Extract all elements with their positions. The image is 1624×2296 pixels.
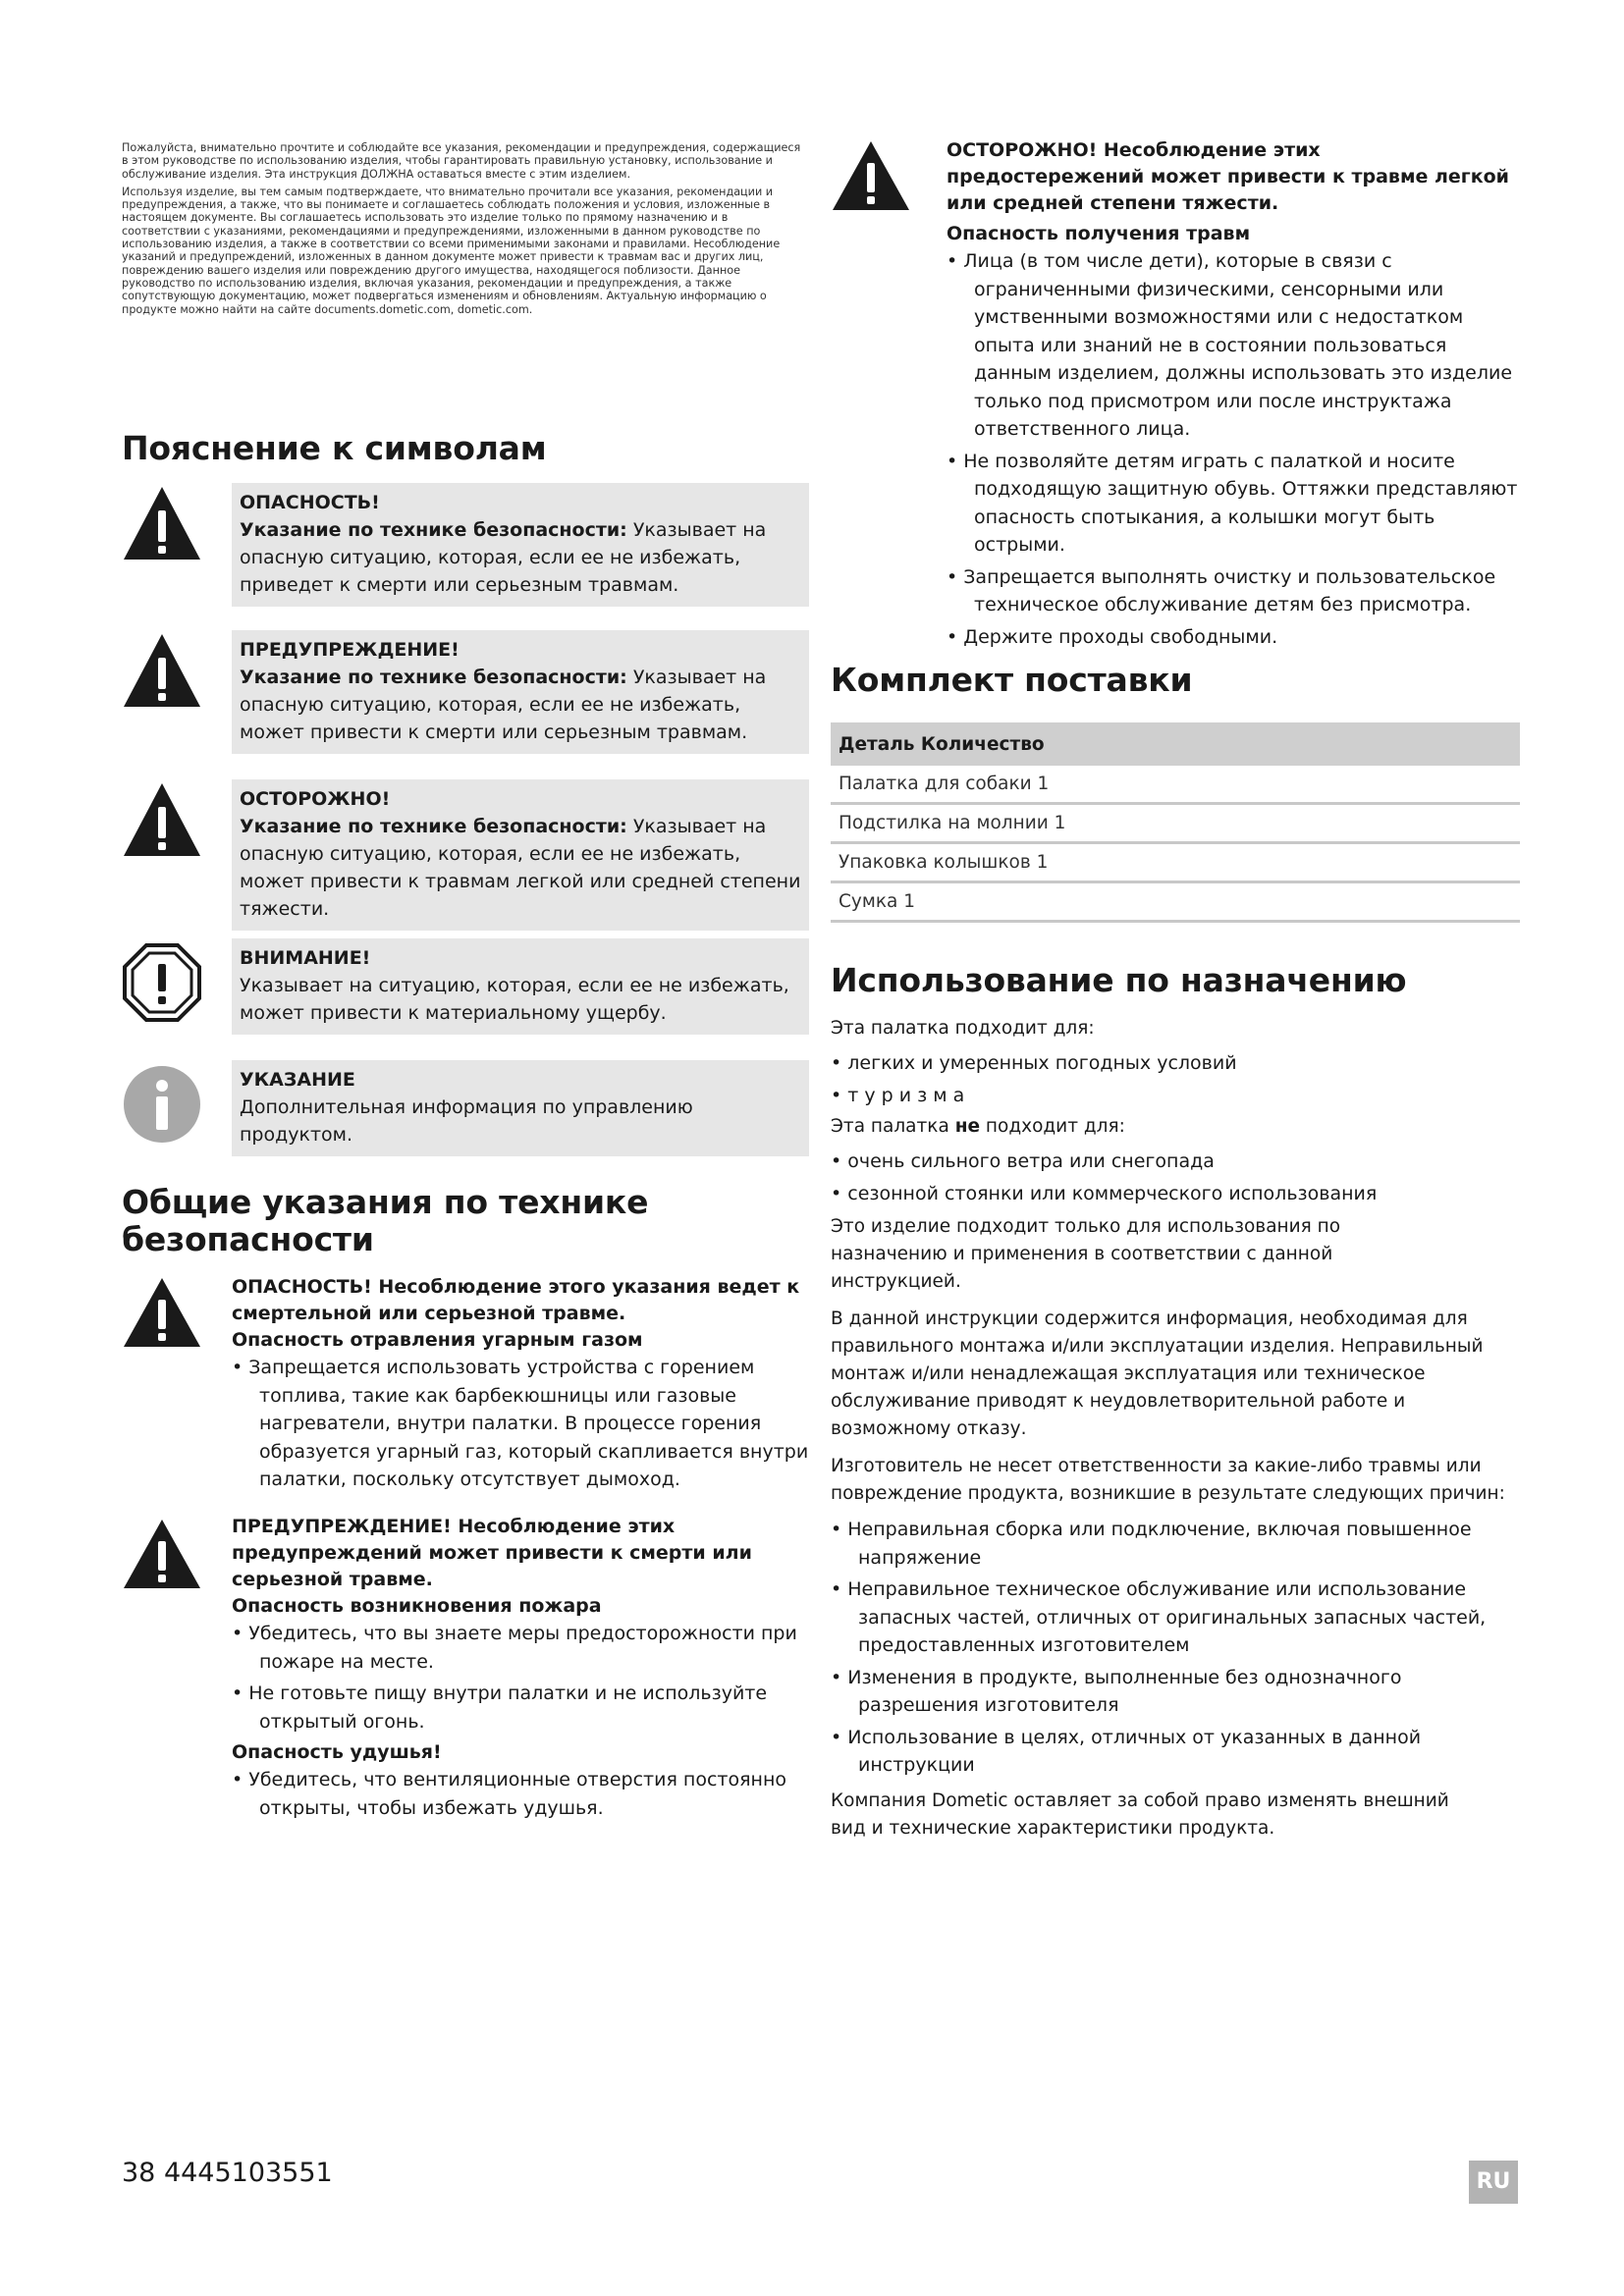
usage-paragraph: В данной инструкции содержится информация, необходимая для правильного монтажа и/или эксплуатации изделия. Неправильный монтаж и/или ненадлежащая эксплуатация или техническое обслуживание приводят к неудовлетворительной работе и возможному отказу.	[831, 1308, 1484, 1439]
bullet-item: • очень сильного ветра или снегопада	[831, 1150, 1215, 1172]
danger-bullets	[232, 1354, 809, 1494]
bullet-item: • Неправильная сборка или подключение, включая повышенное напряжение	[831, 1519, 1472, 1569]
symbol-description	[232, 630, 809, 754]
table-cell: Упаковка колышков 1	[831, 843, 1520, 882]
caution-subheading: Опасность получения травм	[947, 223, 1251, 244]
table-cell: Палатка для собаки 1	[831, 766, 1520, 804]
bullet-item: • Не позволяйте детям играть с палаткой и носите подходящую защитную обувь. Оттяжки представляют опасность спотыкания, а колышки могут быть острыми.	[947, 450, 1518, 556]
warning-triangle-icon	[122, 1276, 202, 1349]
warning-block	[122, 1514, 809, 1826]
bullet-item: • Убедитесь, что вентиляционные отверстия постоянно открыты, чтобы избежать удушья.	[232, 1769, 786, 1819]
usage-suitable: Эта палатка подходит для:	[831, 1018, 1095, 1039]
bullet-item: • Запрещается использовать устройства с горением топлива, такие как барбекюшницы или газовые нагреватели, внутри палатки. В процессе горения образуется угарный газ, который скапливается внутри палатки, поскольку отсутствует дымоход.	[232, 1357, 809, 1490]
table-cell: Подстилка на молнии 1	[831, 804, 1520, 843]
usage-heading: Использование по назначению	[831, 961, 1407, 999]
bullet-item: • сезонной стоянки или коммерческого использования	[831, 1182, 1378, 1204]
general-safety-heading: Общие указания по технике безопасности	[122, 1183, 649, 1258]
symbols-heading: Пояснение к символам	[122, 429, 547, 467]
bullet-item: • Не готовьте пищу внутри палатки и не используйте открытый огонь.	[232, 1682, 768, 1733]
info-icon	[122, 1064, 202, 1145]
symbol-text: Указывает на ситуацию, которая, если ее не избежать, может привести к материальному ущербу.	[240, 975, 789, 1024]
bullet-item: • Держите проходы свободными.	[947, 625, 1278, 648]
bullet-item: • легких и умеренных погодных условий	[831, 1052, 1237, 1074]
bullet-item: • Неправильное техническое обслуживание или использование запасных частей, отличных от оригинальных запасных частей, предоставленных изготовителем	[831, 1578, 1487, 1656]
danger-heading: ОПАСНОСТЬ! Несоблюдение этого указания ведет к смертельной или серьезной травме.	[232, 1276, 800, 1324]
not-suitable-list	[831, 1148, 1520, 1207]
symbol-description	[232, 938, 809, 1035]
kit-table-header: Деталь Количество	[831, 722, 1520, 766]
usage-paragraph: Это изделие подходит только для использования по назначению и применения в соответствии с данной инструкцией.	[831, 1216, 1341, 1292]
fire-bullets	[232, 1620, 809, 1735]
language-badge: RU	[1469, 2161, 1518, 2204]
warning-triangle-icon	[122, 483, 202, 563]
table-row	[831, 882, 1520, 922]
symbol-text: Указание по технике безопасности: Указывает на опасную ситуацию, которая, если ее не избежать, приведет к смерти или серьезным травмам.	[240, 519, 767, 596]
caution-bullets	[947, 247, 1520, 651]
bullet-item: • т у р и з м а	[831, 1084, 965, 1106]
kit-table-wrap	[831, 722, 1520, 923]
intro-paragraph: Используя изделие, вы тем самым подтверждаете, что внимательно прочитали все указания, рекомендации и предупреждения, а также, что вы понимаете и соглашаетесь соблюдать положения и условия, изложенные в настоящем документе. Вы соглашаетесь использовать это изделие только по прямому назначению и в соответствии с указаниями, рекомендациями и предупреждениями, изложенными в данном руководстве по использованию изделия, а также в соответствии со всеми применимыми законами и правилами. Несоблюдение указаний и предупреждений, изложенных в данном документе может привести к травмам вас и других лиц, повреждению вашего изделия или повреждению другого имущества, находящегося поблизости. Данное руководство по использованию изделия, включая указания, рекомендации и предупреждения, а также сопутствующую документацию, может подвергаться изменениям и обновлениям. Актуальную информацию о продукте можно найти на сайте documents.dometic.com, dometic.com.	[122, 185, 781, 316]
usage-body	[831, 1015, 1520, 1842]
notice-octagon-icon	[122, 942, 202, 1023]
warning-triangle-icon	[122, 630, 202, 711]
table-row	[831, 766, 1520, 804]
symbol-description	[232, 483, 809, 607]
warning-triangle-icon	[831, 139, 911, 212]
table-row	[831, 804, 1520, 843]
table-row	[831, 843, 1520, 882]
bullet-item: • Лица (в том числе дети), которые в связи с ограниченными физическими, сенсорными или умственными возможностями или с недостатком опыта или знаний не в состоянии пользоваться данным изделием, должны использовать это изделие только под присмотром или после инструктажа ответственного лица.	[947, 250, 1513, 440]
danger-subheading: Опасность отравления угарным газом	[232, 1329, 643, 1351]
table-cell: Сумка 1	[831, 882, 1520, 922]
symbol-description	[232, 1060, 809, 1156]
caution-block	[831, 137, 1520, 655]
bullet-item: • Изменения в продукте, выполненные без однозначного разрешения изготовителя	[831, 1666, 1402, 1716]
kit-table	[831, 722, 1520, 923]
warning-subheading-fire: Опасность возникновения пожара	[232, 1595, 602, 1617]
kit-heading: Комплект поставки	[831, 661, 1193, 699]
symbol-title: ПРЕДУПРЕЖДЕНИЕ!	[240, 639, 460, 661]
suitable-list	[831, 1049, 1520, 1109]
bullet-item: • Запрещается выполнять очистку и пользовательское техническое обслуживание детям без присмотра.	[947, 565, 1496, 615]
usage-paragraph: Изготовитель не несет ответственности за какие-либо травмы или повреждение продукта, возникшие в результате следующих причин:	[831, 1456, 1505, 1504]
warning-triangle-icon	[122, 779, 202, 860]
symbol-text: Указание по технике безопасности: Указывает на опасную ситуацию, которая, если ее не избежать, может привести к смерти или серьезным травмам.	[240, 667, 767, 743]
warning-heading: ПРЕДУПРЕЖДЕНИЕ! Несоблюдение этих предупреждений может привести к смерти или серьезной травме.	[232, 1516, 752, 1590]
intro-text	[122, 141, 809, 321]
symbol-text: Указание по технике безопасности: Указывает на опасную ситуацию, которая, если ее не избежать, может привести к травмам легкой или средней степени тяжести.	[240, 816, 801, 920]
usage-paragraph: Компания Dometic оставляет за собой право изменять внешний вид и технические характеристики продукта.	[831, 1789, 1449, 1839]
warning-subheading-suffocation: Опасность удушья!	[232, 1741, 442, 1763]
causes-list	[831, 1516, 1520, 1780]
usage-not-suitable: Эта палатка не подходит для:	[831, 1116, 1125, 1137]
caution-heading: ОСТОРОЖНО! Несоблюдение этих предостережений может привести к травме легкой или средней степени тяжести.	[947, 139, 1509, 214]
symbol-description	[232, 779, 809, 931]
warning-triangle-icon	[122, 1518, 202, 1590]
symbol-title: ОСТОРОЖНО!	[240, 788, 391, 810]
symbol-title: ОПАСНОСТЬ!	[240, 492, 380, 513]
bullet-item: • Использование в целях, отличных от указанных в данной инструкции	[831, 1726, 1422, 1776]
bullet-item: • Убедитесь, что вы знаете меры предосторожности при пожаре на месте.	[232, 1623, 797, 1673]
page-number: 38 4445103551	[122, 2158, 333, 2188]
suffocation-bullets	[232, 1766, 809, 1822]
intro-paragraph: Пожалуйста, внимательно прочтите и соблюдайте все указания, рекомендации и предупреждения, содержащиеся в этом руководстве по использованию изделия, чтобы гарантировать правильную установку, использование и обслуживание изделия. Эта инструкция ДОЛЖНА оставаться вместе с этим изделием.	[122, 141, 801, 181]
symbol-text: Дополнительная информация по управлению продуктом.	[240, 1096, 693, 1146]
symbol-title: УКАЗАНИЕ	[240, 1069, 355, 1091]
danger-block	[122, 1274, 809, 1498]
symbol-title: ВНИМАНИЕ!	[240, 947, 371, 969]
